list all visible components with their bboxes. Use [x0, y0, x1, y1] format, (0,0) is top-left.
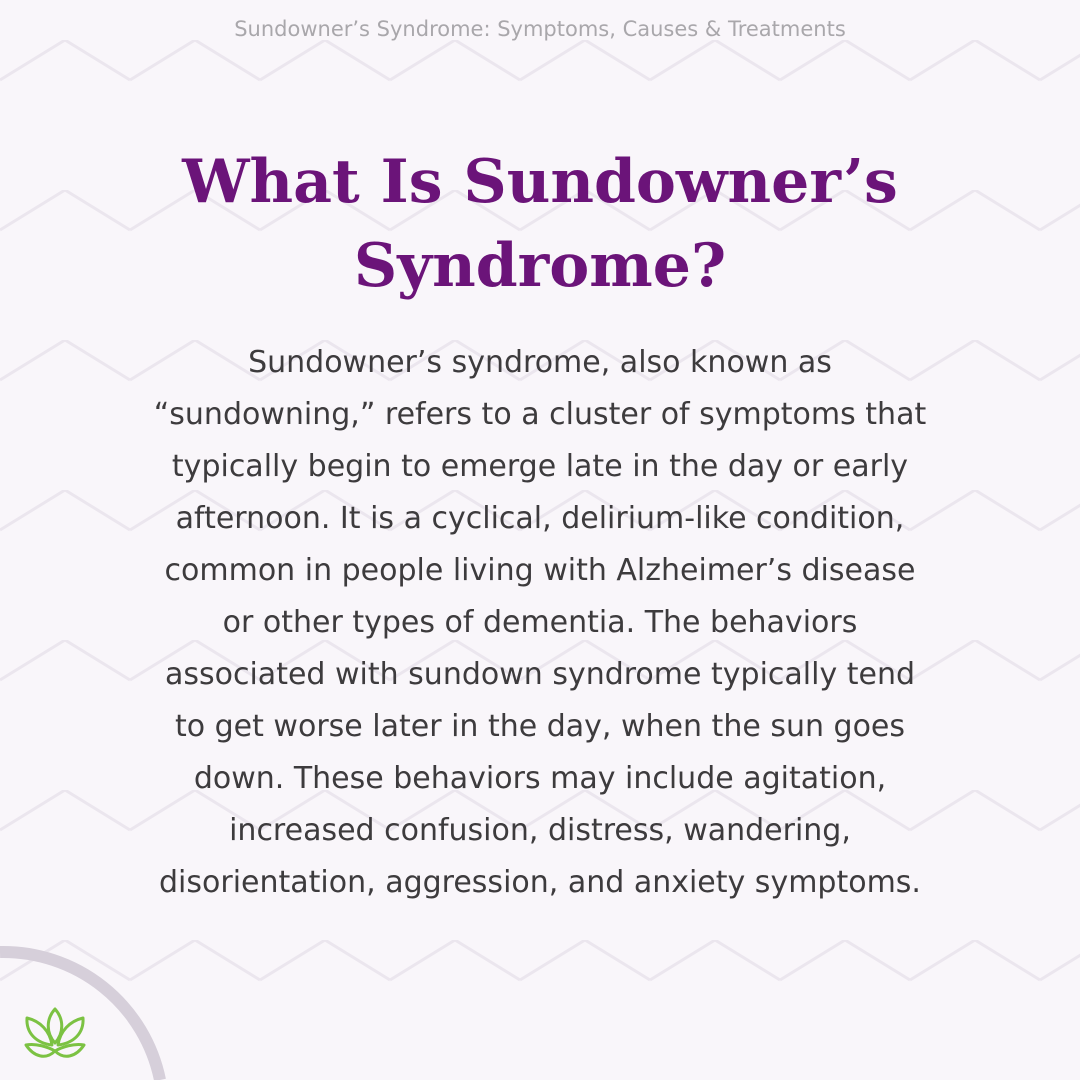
leaf-lotus-icon: [22, 1003, 88, 1063]
page-title: [60, 140, 1020, 308]
body-line: disorientation, aggression, and anxiety symptoms.: [159, 865, 921, 900]
body-paragraph: [80, 337, 1000, 909]
body-line: down. These behaviors may include agitation,: [193, 761, 887, 796]
body-line: common in people living with Alzheimer’s disease: [164, 553, 916, 588]
body-line: increased confusion, distress, wandering,: [229, 813, 851, 848]
body-line: “sundowning,” refers to a cluster of symptoms that: [153, 397, 927, 432]
header-caption: Sundowner’s Syndrome: Symptoms, Causes & Treatments: [234, 17, 846, 41]
title-line: Syndrome?: [353, 231, 727, 301]
title-line: What Is Sundowner’s: [182, 147, 898, 217]
body-line: afternoon. It is a cyclical, delirium-like condition,: [175, 501, 905, 536]
body-line: or other types of dementia. The behaviors: [222, 605, 858, 640]
body-line: Sundowner’s syndrome, also known as: [248, 345, 832, 380]
body-line: associated with sundown syndrome typically tend: [164, 657, 916, 692]
body-line: typically begin to emerge late in the day or early: [171, 449, 909, 484]
body-line: to get worse later in the day, when the sun goes: [174, 709, 906, 744]
